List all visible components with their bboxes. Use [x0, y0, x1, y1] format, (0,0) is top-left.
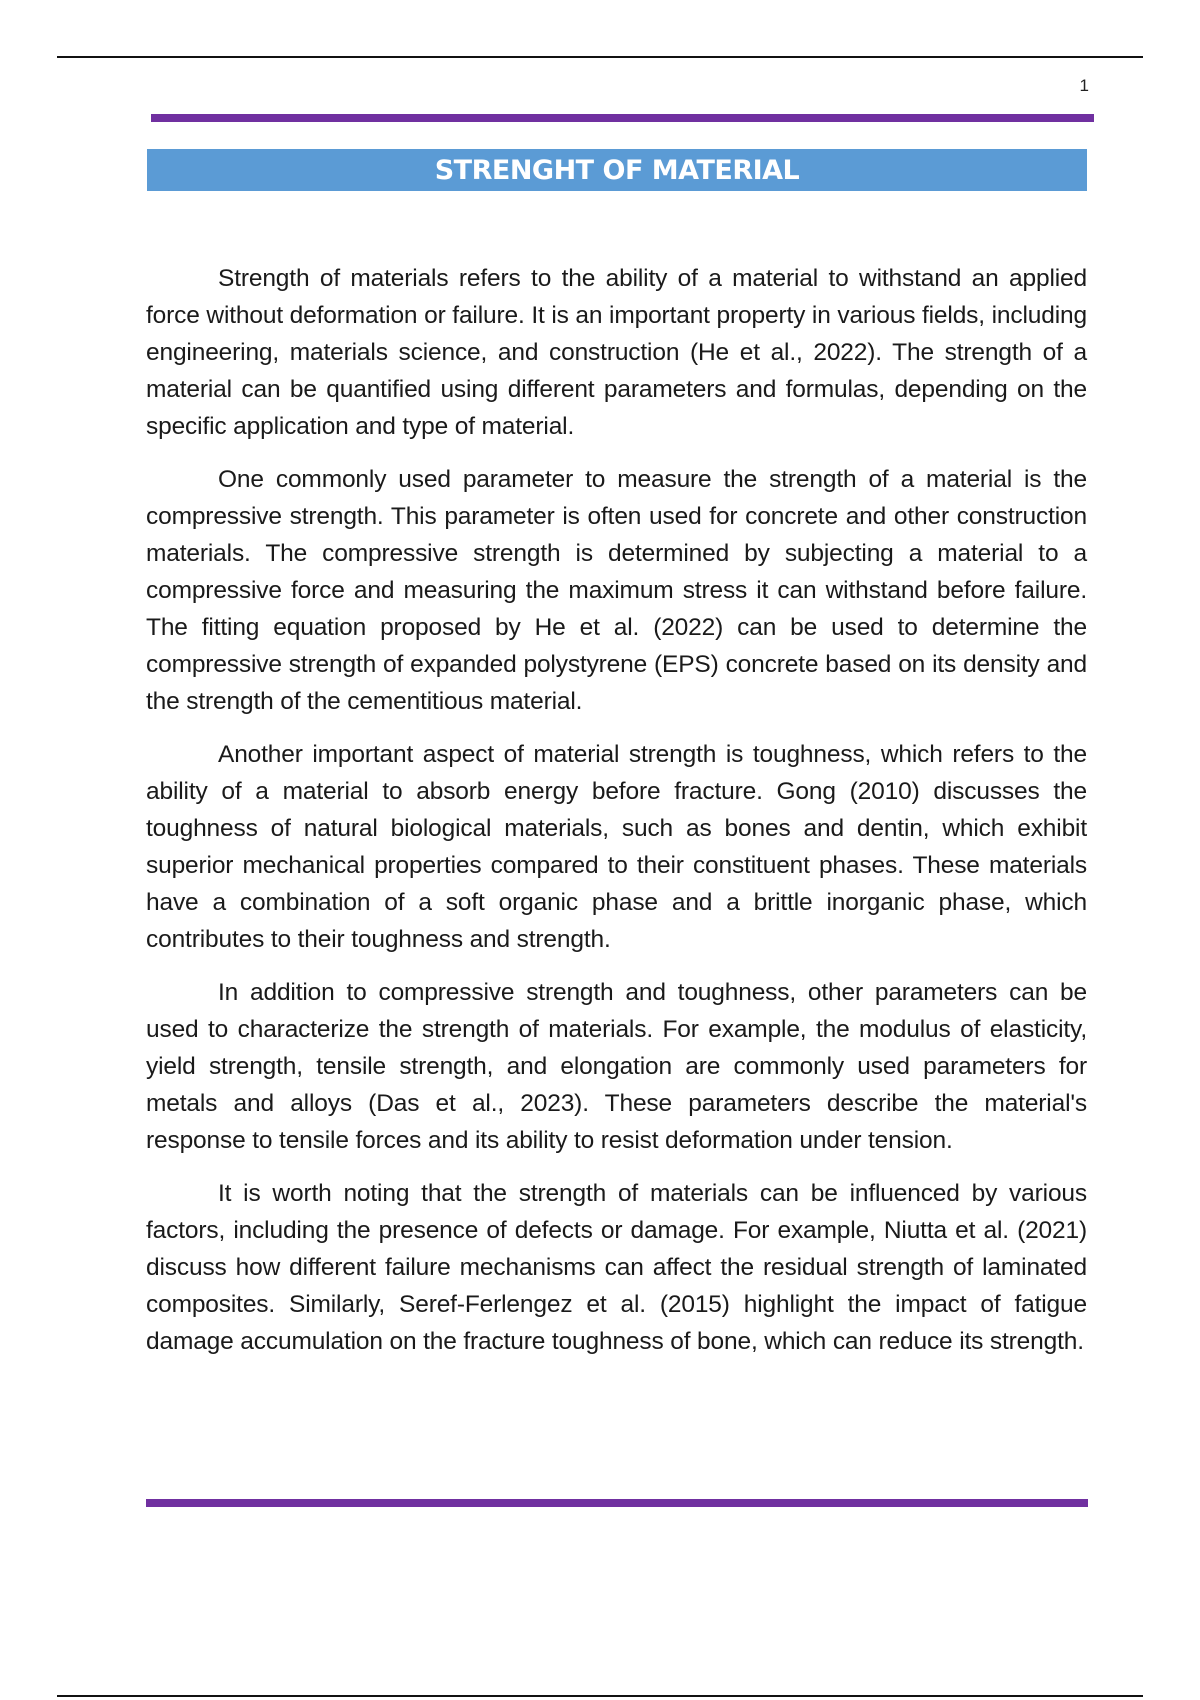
top-accent-bar — [151, 114, 1094, 122]
title-band — [147, 149, 1087, 191]
body-text — [146, 260, 1087, 1376]
paragraph: It is worth noting that the strength of materials can be influenced by various factors, including the presence of defects or damage. For example, Niutta et al. (2021) discuss how different failure mechanisms can affect the residual strength of laminated composites. Similarly, Seref-Ferlengez et al. (2015) highlight the impact of fatigue damage accumulation on the fracture toughness of bone, which can reduce its strength. — [146, 1180, 1087, 1355]
paragraph: Another important aspect of material strength is toughness, which refers to the ability of a material to absorb energy before fracture. Gong (2010) discusses the toughness of natural biological materials, such as bones and dentin, which exhibit superior mechanical properties compared to their constituent phases. These materials have a combination of a soft organic phase and a brittle inorganic phase, which contributes to their toughness and strength. — [146, 741, 1087, 953]
paragraph: In addition to compressive strength and toughness, other parameters can be used to characterize the strength of materials. For example, the modulus of elasticity, yield strength, tensile strength, and elongation are commonly used parameters for metals and alloys (Das et al., 2023). These parameters describe the material's response to tensile forces and its ability to resist deformation under tension. — [146, 979, 1087, 1154]
paragraph: Strength of materials refers to the ability of a material to withstand an applied force without deformation or failure. It is an important property in various fields, including engineering, materials science, and construction (He et al., 2022). The strength of a material can be quantified using different parameters and formulas, depending on the specific application and type of material. — [146, 265, 1087, 440]
page-title: STRENGHT OF MATERIAL — [434, 154, 800, 186]
footer-rule — [57, 1695, 1143, 1697]
bottom-accent-bar — [146, 1499, 1088, 1507]
page-number: 1 — [1079, 76, 1089, 95]
paragraph: One commonly used parameter to measure the strength of a material is the compressive strength. This parameter is often used for concrete and other construction materials. The compressive strength is determined by subjecting a material to a compressive force and measuring the maximum stress it can withstand before failure. The fitting equation proposed by He et al. (2022) can be used to determine the compressive strength of expanded polystyrene (EPS) concrete based on its density and the strength of the cementitious material. — [146, 466, 1087, 715]
header-rule — [57, 56, 1143, 58]
